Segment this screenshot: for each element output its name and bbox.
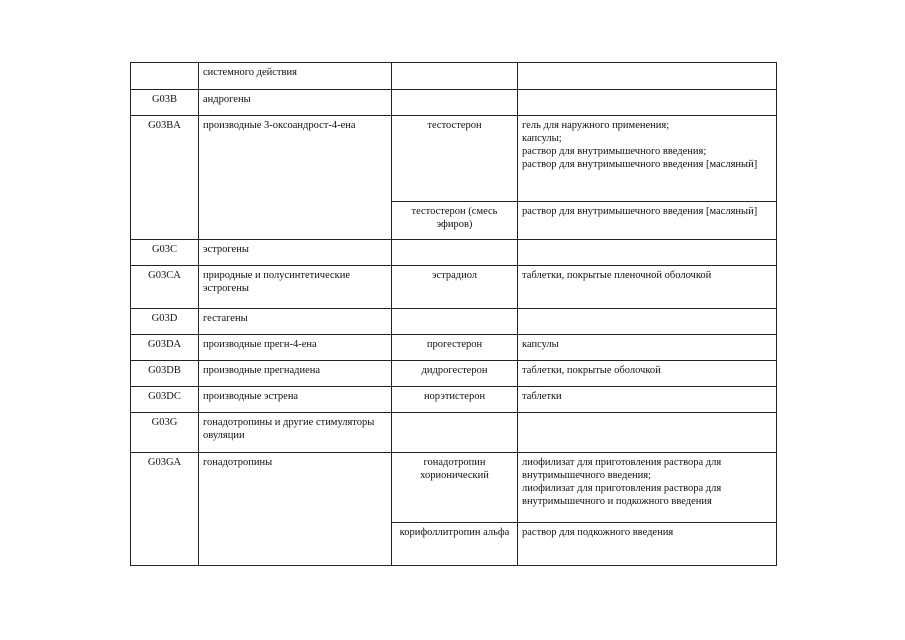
atc-code-cell <box>131 63 199 90</box>
dosage-form-line: раствор для внутримышечного введения [масляный] <box>522 159 758 170</box>
dosage-form-cell <box>518 240 777 266</box>
dosage-form-cell <box>518 361 777 387</box>
inn-cell: норэтистерон <box>392 387 518 413</box>
group-cell: природные и полусинтетические эстрогены <box>199 266 392 309</box>
group-cell: производные прегн-4-ена <box>199 335 392 361</box>
dosage-form-cell <box>518 453 777 523</box>
dosage-form-line: таблетки, покрытые оболочкой <box>522 365 661 376</box>
table-row <box>131 361 777 387</box>
atc-code-cell: G03G <box>131 413 199 453</box>
table-row <box>131 63 777 90</box>
group-cell: гестагены <box>199 309 392 335</box>
group-cell: андрогены <box>199 90 392 116</box>
table-row <box>131 453 777 523</box>
table-row <box>131 335 777 361</box>
inn-cell <box>392 309 518 335</box>
dosage-form-cell <box>518 523 777 566</box>
table-row <box>131 266 777 309</box>
dosage-form-line: раствор для внутримышечного введения; <box>522 146 707 157</box>
inn-cell: дидрогестерон <box>392 361 518 387</box>
table-row <box>131 240 777 266</box>
group-cell: производные 3-оксоандрост-4-ена <box>199 116 392 240</box>
dosage-form-line: таблетки <box>522 391 562 402</box>
dosage-form-line: гель для наружного применения; <box>522 120 670 131</box>
atc-code-cell: G03C <box>131 240 199 266</box>
atc-drug-table <box>130 62 777 566</box>
dosage-form-line: раствор для внутримышечного введения [масляный] <box>522 206 758 217</box>
inn-cell: эстрадиол <box>392 266 518 309</box>
group-cell: производные эстрена <box>199 387 392 413</box>
dosage-form-line: лиофилизат для приготовления раствора для внутримышечного введения; <box>522 457 722 481</box>
inn-cell <box>392 63 518 90</box>
table-row <box>131 309 777 335</box>
group-cell: гонадотропины <box>199 453 392 566</box>
group-cell: эстрогены <box>199 240 392 266</box>
dosage-form-cell <box>518 335 777 361</box>
table-row <box>131 116 777 202</box>
group-cell: гонадотропины и другие стимуляторы овуляции <box>199 413 392 453</box>
inn-cell <box>392 240 518 266</box>
atc-code-cell: G03CA <box>131 266 199 309</box>
inn-cell <box>392 413 518 453</box>
dosage-form-cell <box>518 116 777 202</box>
dosage-form-line: раствор для подкожного введения <box>522 527 674 538</box>
group-cell: производные прегнадиена <box>199 361 392 387</box>
inn-cell: тестостерон (смесь эфиров) <box>392 202 518 240</box>
dosage-form-cell <box>518 387 777 413</box>
inn-cell <box>392 90 518 116</box>
inn-cell: прогестерон <box>392 335 518 361</box>
atc-code-cell: G03B <box>131 90 199 116</box>
table-row <box>131 387 777 413</box>
dosage-form-line: капсулы <box>522 339 559 350</box>
inn-cell: гонадотропин хорионический <box>392 453 518 523</box>
dosage-form-cell <box>518 413 777 453</box>
atc-code-cell: G03GA <box>131 453 199 566</box>
dosage-form-line: капсулы; <box>522 133 562 144</box>
dosage-form-cell <box>518 266 777 309</box>
atc-code-cell: G03DA <box>131 335 199 361</box>
inn-cell: корифоллитропин альфа <box>392 523 518 566</box>
dosage-form-cell <box>518 90 777 116</box>
atc-code-cell: G03BA <box>131 116 199 240</box>
atc-code-cell: G03D <box>131 309 199 335</box>
dosage-form-cell <box>518 63 777 90</box>
group-cell: системного действия <box>199 63 392 90</box>
dosage-form-line: лиофилизат для приготовления раствора для внутримышечного и подкожного введения <box>522 483 722 507</box>
table-row <box>131 90 777 116</box>
atc-code-cell: G03DB <box>131 361 199 387</box>
atc-code-cell: G03DC <box>131 387 199 413</box>
dosage-form-cell <box>518 309 777 335</box>
dosage-form-cell <box>518 202 777 240</box>
inn-cell: тестостерон <box>392 116 518 202</box>
dosage-form-line: таблетки, покрытые пленочной оболочкой <box>522 270 712 281</box>
table-row <box>131 413 777 453</box>
